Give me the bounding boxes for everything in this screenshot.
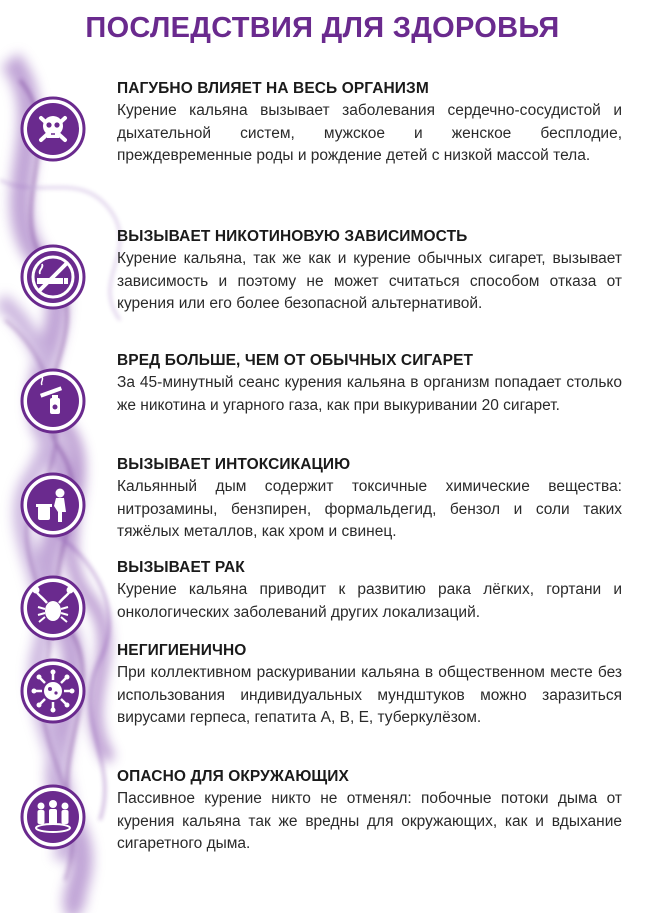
- section-heading: ВЫЗЫВАЕТ РАК: [117, 559, 245, 576]
- section-text: За 45-минутный сеанс курения кальяна в организм попадает столько же никотина и угарного газа, как при выкуривании 20 сигарет.: [117, 374, 622, 414]
- section-text: Курение кальяна приводит к развитию рака лёгких, гортани и онкологических заболеваний других локализаций.: [117, 581, 622, 621]
- section-heading: ПАГУБНО ВЛИЯЕТ НА ВЕСЬ ОРГАНИЗМ: [117, 80, 429, 97]
- section-text: Пассивное курение никто не отменял: побочные потоки дыма от курения кальяна так же вредны для окружающих, как и вдыхание сигаретного дыма.: [117, 790, 622, 852]
- cancer-crab-icon: [20, 575, 86, 641]
- section-heading: ВЫЗЫВАЕТ НИКОТИНОВУЮ ЗАВИСИМОСТЬ: [117, 228, 468, 245]
- people-group-icon: [20, 784, 86, 850]
- cigarette-poison-icon: [20, 368, 86, 434]
- section-heading: НЕГИГИЕНИЧНО: [117, 642, 247, 659]
- page-title: ПОСЛЕДСТВИЯ ДЛЯ ЗДОРОВЬЯ: [85, 12, 560, 44]
- skull-crossbones-icon: [20, 96, 86, 162]
- section-heading: ВРЕД БОЛЬШЕ, ЧЕМ ОТ ОБЫЧНЫХ СИГАРЕТ: [117, 352, 474, 369]
- section-text: Кальянный дым содержит токсичные химические вещества: нитрозамины, бензпирен, формальдегид, бензол и соли таких тяжёлых металлов, как хром и свинец.: [117, 478, 622, 540]
- no-smoking-icon: [20, 244, 86, 310]
- section-text: Курение кальяна, так же как и курение обычных сигарет, вызывает зависимость и поэтому не может считаться способом отказа от курения или его более безопасной альтернативой.: [117, 250, 622, 312]
- section-text: При коллективном раскуривании кальяна в общественном месте без использования индивидуальных мундштуков можно заразиться вирусами герпеса, гепатита А, В, Е, туберкулёзом.: [117, 664, 622, 726]
- vomiting-person-icon: [20, 472, 86, 538]
- section-text: Курение кальяна вызывает заболевания сердечно-сосудистой и дыхательной систем, мужское и женское бесплодие, преждевременные роды и рождение детей с низкой массой тела.: [117, 102, 622, 164]
- section-heading: ВЫЗЫВАЕТ ИНТОКСИКАЦИЮ: [117, 456, 351, 473]
- virus-icon: [20, 658, 86, 724]
- section-heading: ОПАСНО ДЛЯ ОКРУЖАЮЩИХ: [117, 768, 349, 785]
